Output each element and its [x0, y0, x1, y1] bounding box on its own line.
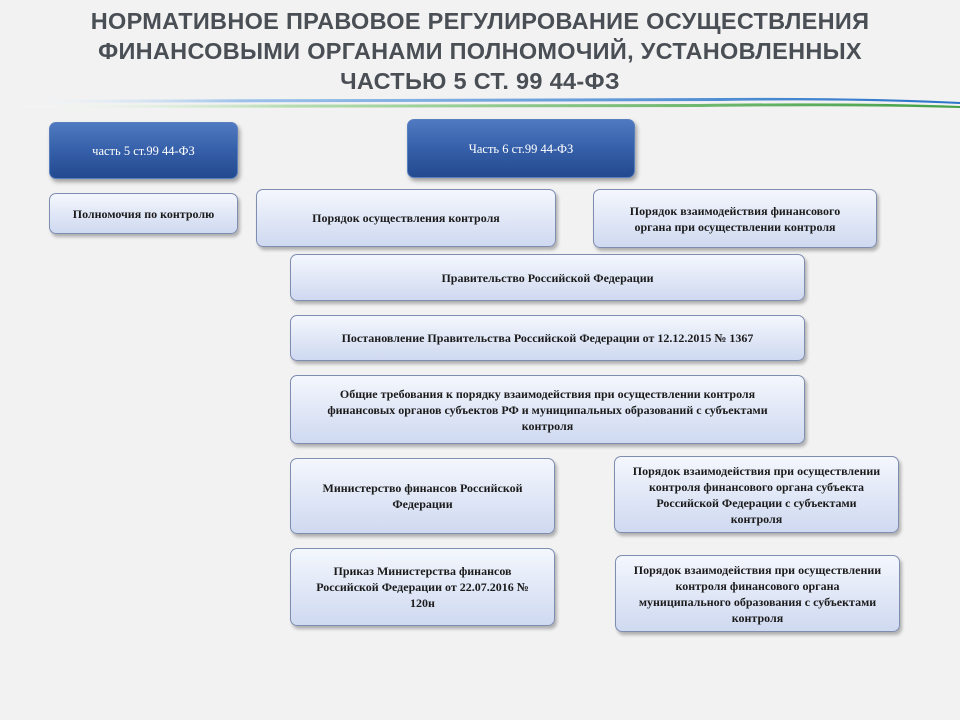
title-line-1: НОРМАТИВНОЕ ПРАВОВОЕ РЕГУЛИРОВАНИЕ ОСУЩЕСТВЛЕНИЯ	[90, 8, 870, 34]
government-box: Правительство Российской Федерации	[290, 254, 805, 301]
part6-header-box: Часть 6 ст.99 44-ФЗ	[407, 119, 635, 178]
decorative-stripe	[0, 96, 960, 110]
resolution-box: Постановление Правительства Российской Федерации от 12.12.2015 № 1367	[290, 315, 805, 361]
page-title	[30, 6, 930, 102]
ministry-box: Министерство финансов Российской Федерации	[290, 458, 555, 534]
order-ministry-box: Приказ Министерства финансов Российской Федерации от 22.07.2016 № 120н	[290, 548, 555, 626]
control-order-box: Порядок осуществления контроля	[256, 189, 556, 247]
powers-box: Полномочия по контролю	[49, 193, 238, 234]
title-line-2: ФИНАНСОВЫМИ ОРГАНАМИ ПОЛНОМОЧИЙ, УСТАНОВЛЕННЫХ	[98, 38, 862, 64]
title-line-3: ЧАСТЬЮ 5 СТ. 99 44-ФЗ	[340, 68, 620, 94]
general-requirements-box: Общие требования к порядку взаимодействия при осуществлении контроля финансовых органов субъектов РФ и муниципальных образований с субъектами контроля	[290, 375, 805, 444]
interaction-order-box: Порядок взаимодействия финансового органа при осуществлении контроля	[593, 189, 877, 248]
order-municipal-box: Порядок взаимодействия при осуществлении контроля финансового органа муниципального образования с субъектами контроля	[615, 555, 900, 632]
part5-header-box: часть 5 ст.99 44-ФЗ	[49, 122, 238, 179]
order-subject-box: Порядок взаимодействия при осуществлении контроля финансового органа субъекта Российской Федерации с субъектами контроля	[614, 456, 899, 533]
